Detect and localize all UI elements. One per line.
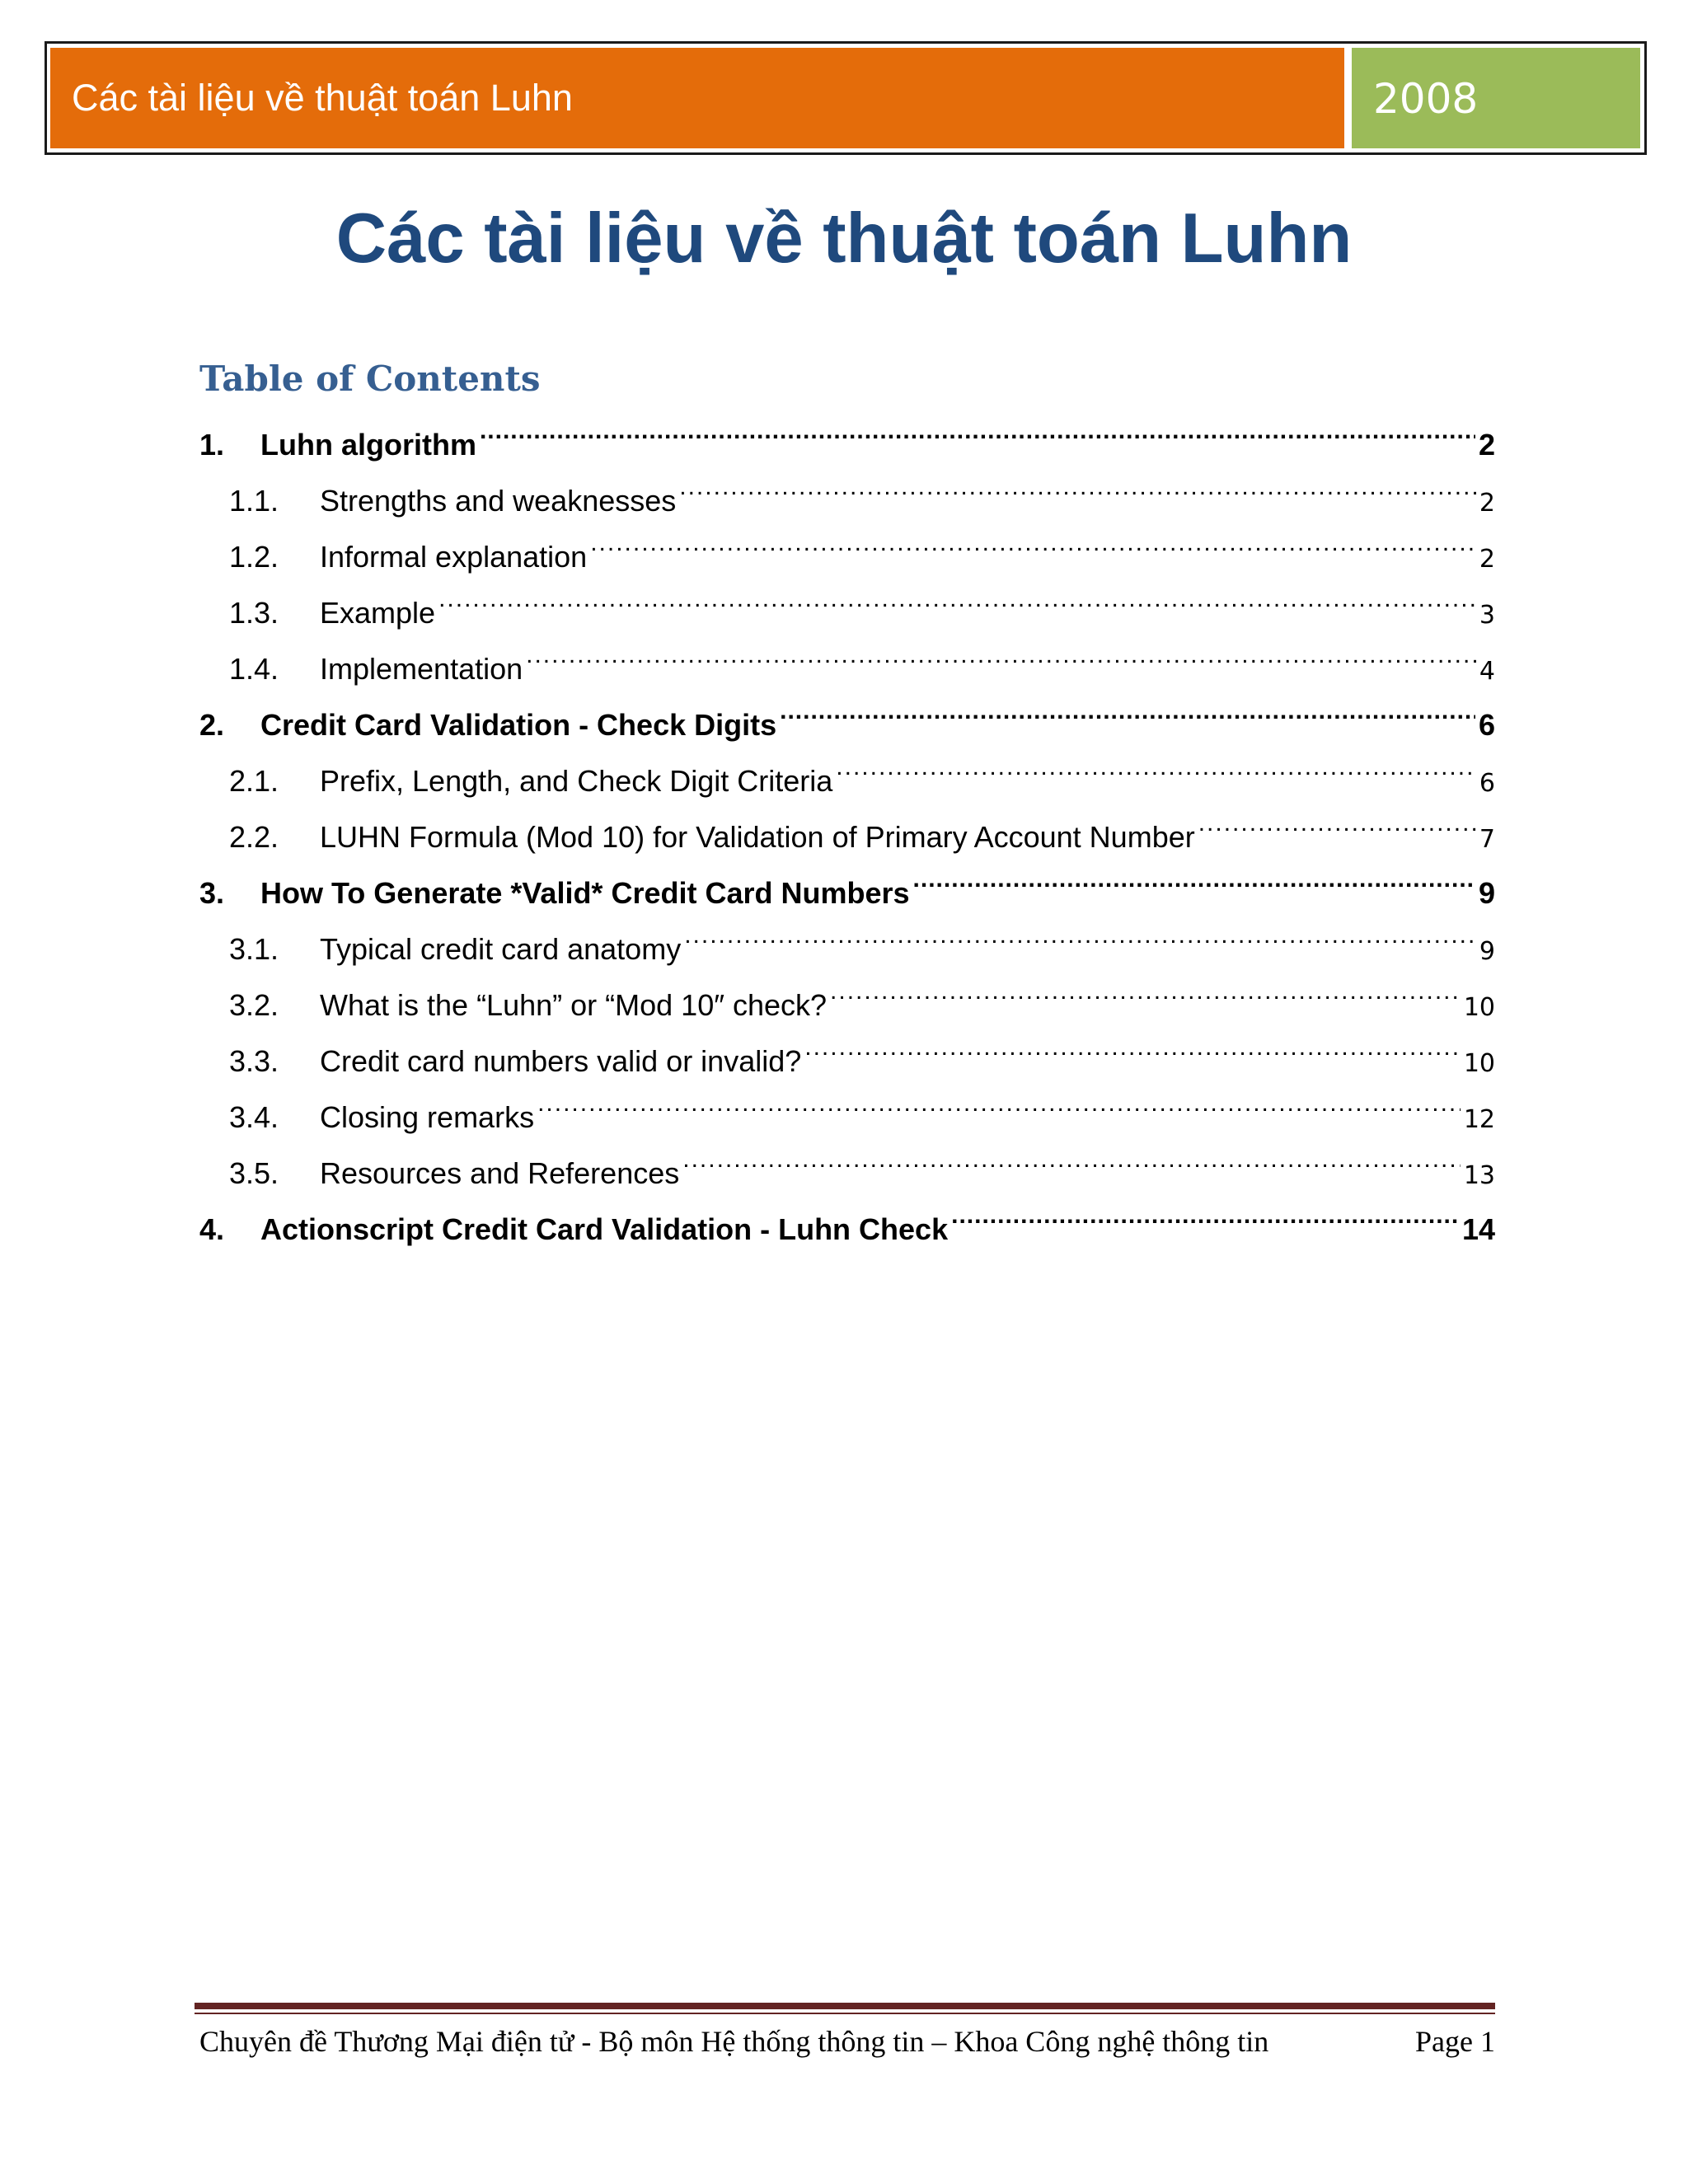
toc-leader-dots: [679, 455, 1476, 511]
toc-entry-page: 10: [1463, 993, 1495, 1022]
toc-leader-dots: [438, 567, 1476, 623]
toc-entry-number: 3.1.: [229, 932, 279, 966]
toc-entry-number: 1.4.: [229, 652, 279, 686]
toc-entry-number: 2.1.: [229, 764, 279, 798]
toc-entry-label: Actionscript Credit Card Validation - Luhn Check: [260, 1212, 949, 1246]
header-year: 2008: [1373, 75, 1479, 123]
toc-entry[interactable]: [199, 567, 1495, 630]
toc-entry-label: How To Generate *Valid* Credit Card Numbers: [260, 876, 910, 910]
toc-entry-number: 2.: [199, 708, 225, 742]
toc-leader-dots: [590, 511, 1476, 567]
toc-entry-page: 2: [1479, 489, 1495, 518]
toc-entry-page: 10: [1463, 1049, 1495, 1078]
toc-entry[interactable]: [199, 1183, 1495, 1246]
toc-leader-dots: [913, 847, 1475, 903]
toc-entry[interactable]: [199, 1071, 1495, 1134]
toc-entry-label: Closing remarks: [320, 1100, 535, 1134]
toc-entry[interactable]: [199, 679, 1495, 742]
toc-leader-dots: [682, 1127, 1461, 1183]
toc-leader-dots: [830, 959, 1461, 1015]
toc-entry-number: 3.4.: [229, 1100, 279, 1134]
toc-entry[interactable]: [199, 623, 1495, 686]
toc-entry-number: 3.2.: [229, 988, 279, 1022]
toc-entry-number: 1.1.: [229, 484, 279, 518]
toc-entry[interactable]: [199, 1127, 1495, 1190]
toc-leader-dots: [951, 1183, 1459, 1240]
toc-entry-page: 9: [1478, 876, 1495, 910]
toc-entry[interactable]: [199, 791, 1495, 854]
toc-entry-page: 7: [1479, 825, 1495, 854]
header-title-band: [50, 48, 1344, 148]
toc-leader-dots: [480, 399, 1475, 455]
toc-entry[interactable]: [199, 847, 1495, 910]
toc-entry[interactable]: [199, 903, 1495, 966]
toc-entry-number: 3.: [199, 876, 225, 910]
toc-leader-dots: [804, 1015, 1461, 1071]
footer-text: Chuyên đề Thương Mại điện tử - Bộ môn Hệ thống thông tin – Khoa Công nghệ thông tin: [199, 2025, 1269, 2058]
toc-entry-page: 6: [1478, 708, 1495, 742]
toc-entry-label: Credit card numbers valid or invalid?: [320, 1044, 802, 1078]
toc-entry-page: 2: [1478, 428, 1495, 462]
toc-entry-page: 6: [1479, 769, 1495, 798]
document-title: Các tài liệu về thuật toán Luhn: [335, 199, 1353, 278]
toc-entry-label: Credit Card Validation - Check Digits: [260, 708, 777, 742]
toc-leader-dots: [684, 903, 1476, 959]
toc-entry-number: 2.2.: [229, 820, 279, 854]
toc-entry-label: Prefix, Length, and Check Digit Criteria: [320, 764, 833, 798]
toc-leader-dots: [537, 1071, 1461, 1127]
toc-heading: Table of Contents: [199, 359, 541, 399]
toc-entry[interactable]: [199, 735, 1495, 798]
table-of-contents: [199, 399, 1495, 1246]
toc-entry-page: 4: [1479, 657, 1495, 686]
footer-page-number: Page 1: [1415, 2025, 1495, 2058]
toc-entry[interactable]: [199, 455, 1495, 518]
toc-entry-page: 3: [1479, 601, 1495, 630]
toc-entry-label: Typical credit card anatomy: [320, 932, 682, 966]
toc-entry[interactable]: [199, 1015, 1495, 1078]
toc-entry-number: 1.: [199, 428, 225, 462]
toc-entry-page: 13: [1463, 1161, 1495, 1190]
running-header-title: Các tài liệu về thuật toán Luhn: [72, 77, 573, 119]
toc-entry-label: Resources and References: [320, 1156, 680, 1190]
toc-entry-number: 1.3.: [229, 596, 279, 630]
toc-leader-dots: [780, 679, 1475, 735]
toc-entry-page: 2: [1479, 545, 1495, 574]
toc-entry-label: Example: [320, 596, 436, 630]
toc-entry-label: Luhn algorithm: [260, 428, 476, 462]
toc-leader-dots: [526, 623, 1476, 679]
toc-entry-number: 3.3.: [229, 1044, 279, 1078]
toc-entry[interactable]: [199, 399, 1495, 462]
toc-entry-label: Strengths and weaknesses: [320, 484, 677, 518]
toc-entry-number: 1.2.: [229, 540, 279, 574]
toc-entry-page: 14: [1461, 1212, 1495, 1246]
toc-entry-label: Implementation: [320, 652, 523, 686]
toc-entry[interactable]: [199, 959, 1495, 1022]
toc-entry-label: What is the “Luhn” or “Mod 10″ check?: [320, 988, 828, 1022]
toc-entry-page: 12: [1463, 1105, 1495, 1134]
toc-leader-dots: [1198, 791, 1476, 847]
toc-entry-number: 4.: [199, 1212, 225, 1246]
footer-rule: [195, 2003, 1495, 2009]
footer-rule-thin: [195, 2013, 1495, 2014]
toc-leader-dots: [836, 735, 1476, 791]
toc-entry[interactable]: [199, 511, 1495, 574]
toc-entry-label: Informal explanation: [320, 540, 588, 574]
toc-entry-page: 9: [1479, 937, 1495, 966]
header-year-band: [1352, 48, 1640, 148]
toc-entry-number: 3.5.: [229, 1156, 279, 1190]
toc-entry-label: LUHN Formula (Mod 10) for Validation of Primary Account Number: [320, 820, 1195, 854]
